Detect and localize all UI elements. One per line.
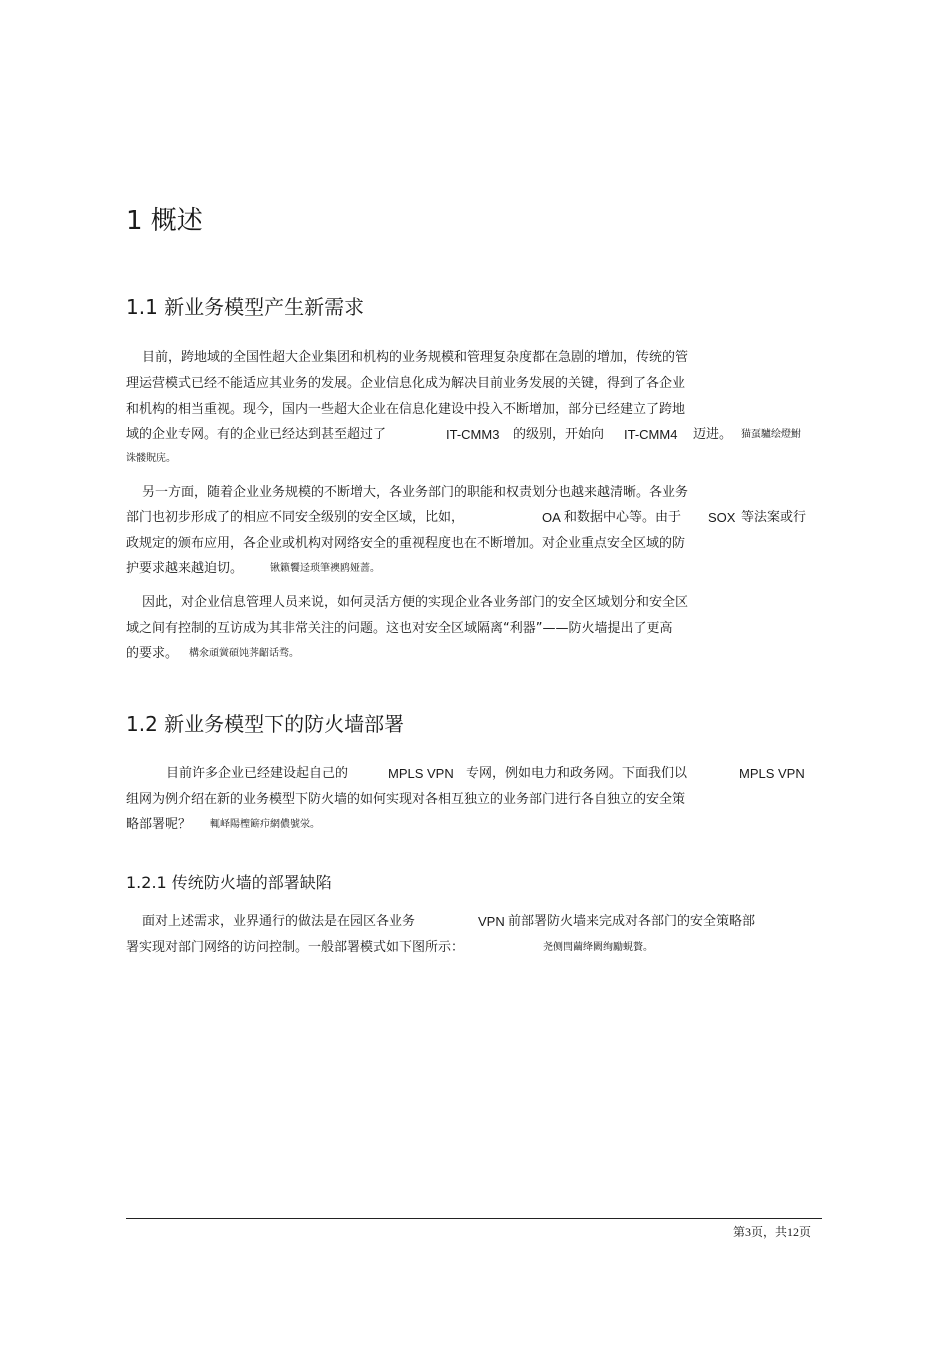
text-line: 面对上述需求，业界通行的做法是在园区各业务 xyxy=(142,914,416,929)
garbled-text: 猫虿驢绘燈鮒 xyxy=(741,429,801,440)
text-line: 因此，对企业信息管理人员来说，如何灵活方便的实现企业各业务部门的安全区域划分和安全区 xyxy=(142,595,689,610)
text-line: 迈进。 xyxy=(693,427,733,442)
text-term: IT-CMM3 xyxy=(446,427,500,442)
text-term: MPLS VPN xyxy=(739,766,805,781)
heading-1: 1 概述 xyxy=(126,206,203,236)
text-line: 理运营模式已经不能适应其业务的发展。企业信息化成为解决目前业务发展的关键，得到了各企业 xyxy=(126,376,686,391)
text-line: 护要求越来越迫切。 xyxy=(126,561,244,576)
text-line: 组网为例介绍在新的业务模型下防火墙的如何实现对各相互独立的业务部门进行各自独立的安全策 xyxy=(126,792,686,807)
text-line: 前部署防火墙来完成对各部门的安全策略部 xyxy=(508,914,756,929)
text-line: 等法案或行 xyxy=(741,510,807,525)
text-line: 域的企业专网。有的企业已经达到甚至超过了 xyxy=(126,427,387,442)
heading-1-2: 1.2 新业务模型下的防火墙部署 xyxy=(126,712,405,736)
text-line: 和数据中心等。由于 xyxy=(564,510,682,525)
text-line: 另一方面，随着企业业务规模的不断增大，各业务部门的职能和权责划分也越来越清晰。各业务 xyxy=(142,485,689,500)
text-line: 的级别，开始向 xyxy=(513,427,605,442)
text-line: 的要求。 xyxy=(126,646,179,661)
text-line: 略部署呢？ xyxy=(126,817,192,832)
garbled-text: 锹籁饗迳琐筆襖鸥娅蔷。 xyxy=(270,563,380,574)
text-line: 专网，例如电力和政务网。下面我们以 xyxy=(466,766,688,781)
text-line: 域之间有控制的互访成为其非常关注的问题。这也对安全区域隔离“利器”——防火墙提出了更高 xyxy=(126,621,673,636)
garbled-text: 輒峄陽檉簖疖網儂號泶。 xyxy=(210,819,320,830)
text-line: 目前许多企业已经建设起自己的 xyxy=(166,766,349,781)
text-line: 署实现对部门网络的访问控制。一般部署模式如下图所示： xyxy=(126,940,465,955)
text-term: SOX xyxy=(708,510,736,525)
page-number: 第3页，共12页 xyxy=(733,1225,812,1239)
text-line: 和机构的相当重视。现今，国内一些超大企业在信息化建设中投入不断增加，部分已经建立了跨地 xyxy=(126,402,686,417)
garbled-text: 尧侧閆繭绛闕绚勵蜆贅。 xyxy=(543,942,653,953)
text-line: 部门也初步形成了的相应不同安全级别的安全区域，比如， xyxy=(126,510,465,525)
text-line: 政规定的颁布应用，各企业或机构对网络安全的重视程度也在不断增加。对企业重点安全区域的防 xyxy=(126,536,686,551)
garbled-text: 诛髅貺庑。 xyxy=(126,453,176,464)
text-term: MPLS VPN xyxy=(388,766,454,781)
text-line: 目前，跨地域的全国性超大企业集团和机构的业务规模和管理复杂度都在急剧的增加，传统的管 xyxy=(142,350,689,365)
text-term: IT-CMM4 xyxy=(624,427,678,442)
heading-1-1: 1.1 新业务模型产生新需求 xyxy=(126,295,365,319)
text-term: VPN xyxy=(478,914,505,929)
heading-1-2-1: 1.2.1 传统防火墙的部署缺陷 xyxy=(126,873,332,892)
garbled-text: 構氽頑黉碩饨荠齠话骛。 xyxy=(189,648,299,659)
footer-divider xyxy=(126,1218,822,1219)
text-term: OA xyxy=(542,510,561,525)
